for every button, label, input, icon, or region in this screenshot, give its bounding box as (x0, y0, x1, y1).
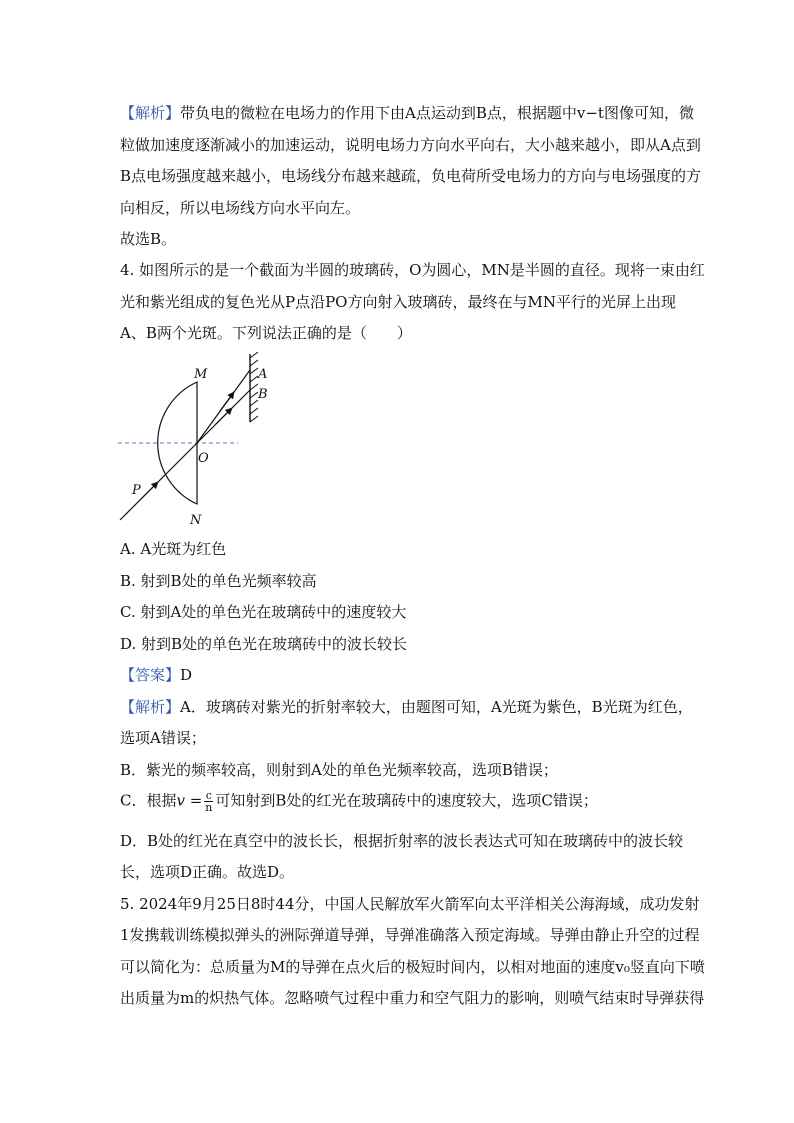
label-A: A (258, 367, 268, 382)
solution-tag: 【解析】 (120, 698, 181, 716)
q4-solution-line-d1: D．B处的红光在真空中的波长长，根据折射率的波长表达式可知在玻璃砖中的波长较 (120, 832, 684, 850)
q5-line-4: 出质量为m的炽热气体。忽略喷气过程中重力和空气阻力的影响，则喷气结束时导弹获得 (120, 989, 705, 1007)
q4-solution-line-3: B．紫光的频率较高，则射到A处的单色光频率较高，选项B错误； (120, 761, 558, 779)
option-a: A. A光斑为红色 (120, 540, 227, 558)
label-O: O (198, 451, 209, 466)
q4-solution-line-2: 选项A错误； (120, 729, 206, 747)
q5-line-2: 1发携载训练模拟弹头的洲际弹道导弹，导弹准确落入预定海域。导弹由静止升空的过程 (120, 926, 700, 944)
prev-solution-line-4: 向相反，所以电场线方向水平向左。 (120, 199, 361, 217)
option-c: C. 射到A处的单色光在玻璃砖中的速度较大 (120, 603, 407, 621)
answer-tag: 【答案】 (120, 666, 181, 684)
q4-stem-line-3: A、B两个光斑。下列说法正确的是（ ） (120, 324, 412, 342)
prev-solution-conclusion: 故选B。 (120, 230, 177, 248)
formula-fraction: $\frac{c}{n}$ (205, 789, 213, 814)
q5-line-3: 可以简化为：总质量为M的导弹在点火后的极短时间内，以相对地面的速度v₀竖直向下喷 (120, 958, 705, 976)
solution-tag: 【解析】 (120, 104, 181, 122)
prev-solution-line-3: B点电场强度越来越小，电场线分布越来越疏，负电荷所受电场力的方向与电场强度的方 (120, 167, 702, 185)
q4-solution-line-1: 【解析】A．玻璃砖对紫光的折射率较大，由题图可知，A光斑为紫色，B光斑为红色， (120, 698, 693, 716)
label-M: M (194, 367, 208, 382)
q4-solution-line-c: C．根据v = $\frac{c}{n}$ 可知射到B处的红光在玻璃砖中的速度较大，选项C错误； (120, 789, 598, 814)
label-B: B (258, 387, 268, 402)
q5-line-1: 5. 2024年9月25日8时44分，中国人民解放军火箭军向太平洋相关公海海域，成功发射 (120, 895, 700, 913)
prev-solution-line-1: 【解析】带负电的微粒在电场力的作用下由A点运动到B点，根据题中v−t图像可知，微 (120, 104, 694, 122)
semicircle-glass-figure (110, 352, 280, 532)
prev-solution-line-2: 粒做加速度逐渐减小的加速运动，说明电场力方向水平向右，大小越来越小，即从A点到 (120, 136, 701, 154)
q4-stem-line-1: 4. 如图所示的是一个截面为半圆的玻璃砖，O为圆心，MN是半圆的直径。现将一束由红 (120, 261, 705, 279)
option-d: D. 射到B处的单色光在玻璃砖中的波长较长 (120, 635, 408, 653)
label-P: P (132, 483, 141, 498)
label-N: N (190, 513, 202, 528)
answer-value: D (180, 666, 193, 684)
answer-line (120, 665, 680, 685)
option-b: B. 射到B处的单色光频率较高 (120, 572, 317, 590)
q4-solution-line-d2: 长，选项D正确。故选D。 (120, 863, 295, 881)
q4-stem-line-2: 光和紫光组成的复色光从P点沿PO方向射入玻璃砖，最终在与MN平行的光屏上出现 (120, 293, 676, 311)
